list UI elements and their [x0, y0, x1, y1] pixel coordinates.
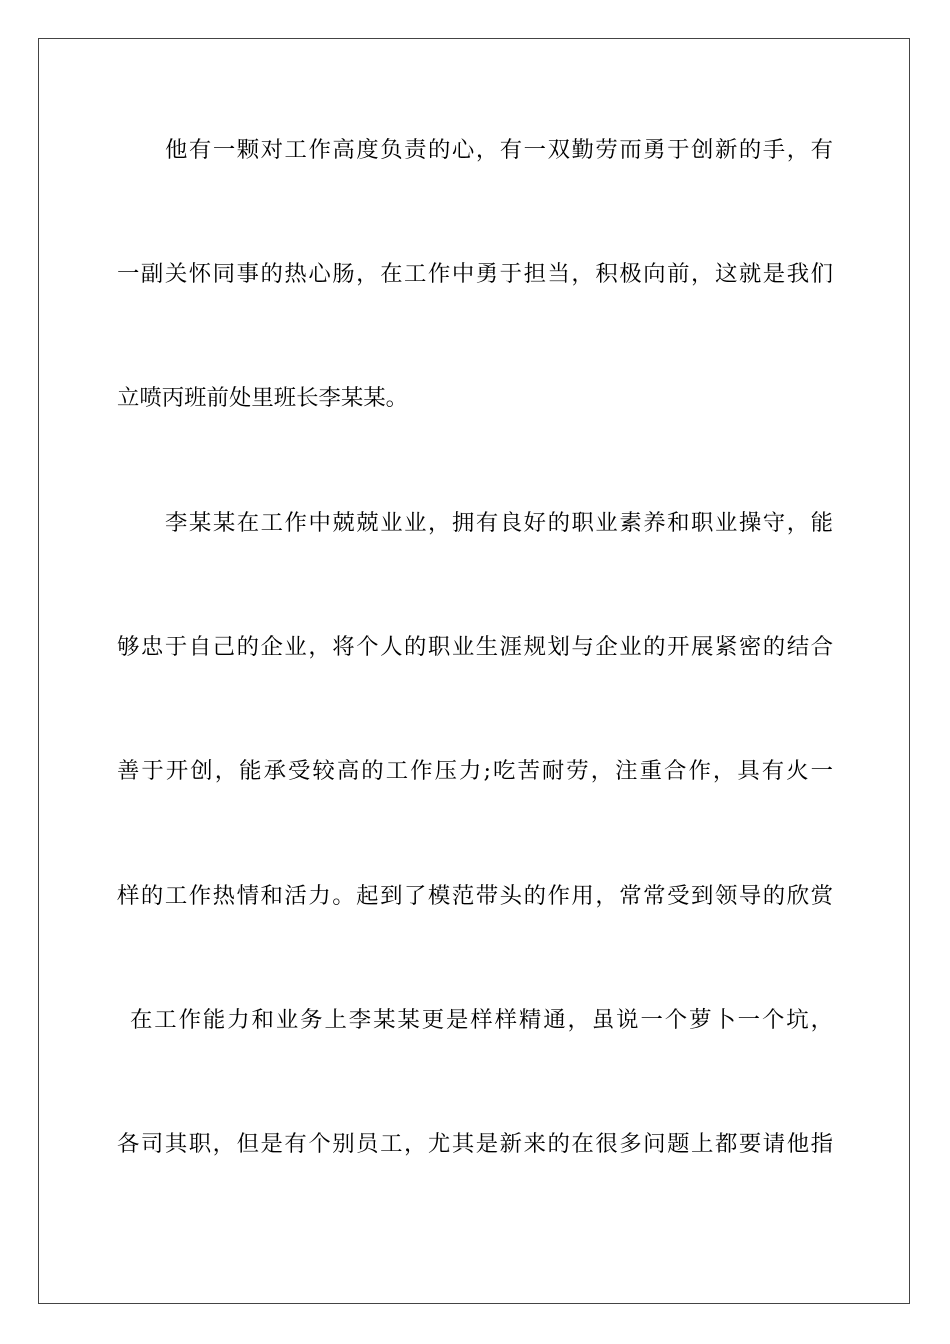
paragraph-2-line-2: 够忠于自己的企业，将个人的职业生涯规划与企业的开展紧密的结合 — [117, 634, 833, 660]
paragraph-2-line-1: 李某某在工作中兢兢业业，拥有良好的职业素养和职业操守，能 — [165, 510, 833, 536]
paragraph-1-line-3: 立喷丙班前处里班长李某某。 — [117, 385, 409, 411]
paragraph-1-line-1: 他有一颗对工作高度负责的心，有一双勤劳而勇于创新的手，有 — [165, 137, 833, 163]
paragraph-2-line-3: 善于开创，能承受较高的工作压力;吃苦耐劳，注重合作，具有火一 — [117, 758, 833, 784]
paragraph-3-line-1: 在工作能力和业务上李某某更是样样精通，虽说一个萝卜一个坑， — [130, 1007, 833, 1033]
page-border — [38, 38, 910, 1304]
paragraph-2-line-4: 样的工作热情和活力。起到了模范带头的作用，常常受到领导的欣赏 — [117, 883, 833, 909]
paragraph-1-line-2: 一副关怀同事的热心肠，在工作中勇于担当，积极向前，这就是我们 — [117, 261, 833, 287]
paragraph-3-line-2: 各司其职，但是有个别员工，尤其是新来的在很多问题上都要请他指 — [117, 1131, 833, 1157]
